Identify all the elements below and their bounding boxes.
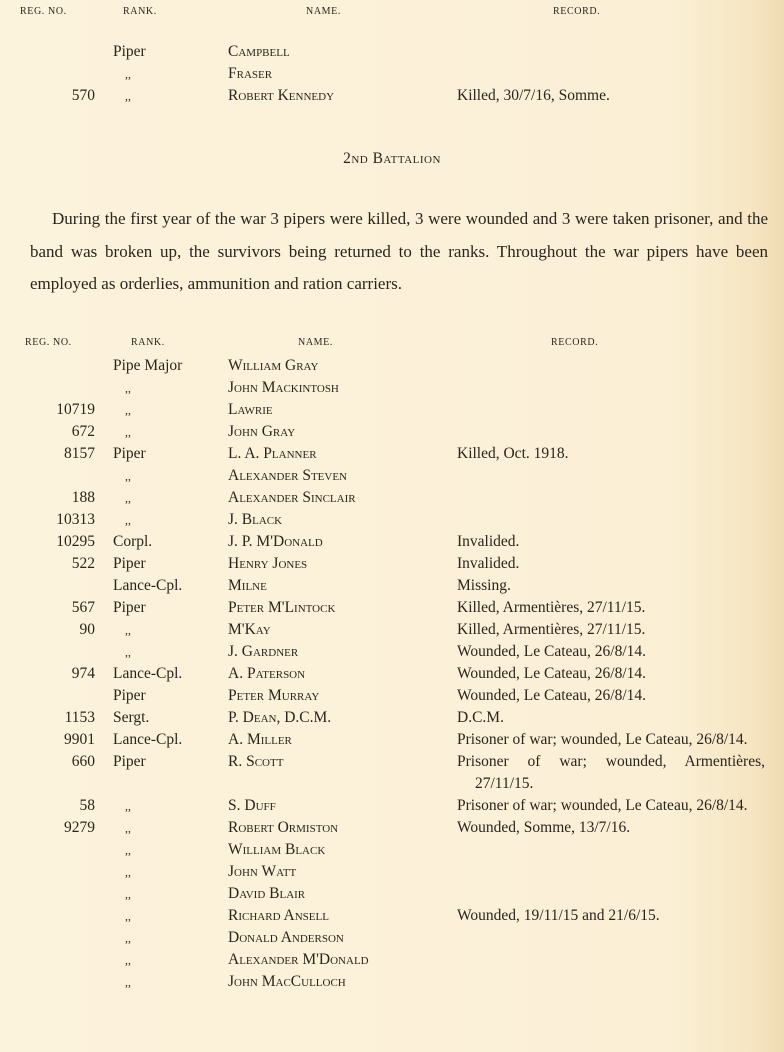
ditto-mark: ,, [125,645,131,659]
table-row [0,663,784,685]
table-row [0,487,784,509]
record-cell: Prisoner of war; wounded, Armentières, 27/11/15. [457,753,765,792]
reg-no-cell: 660 [71,753,95,770]
rank-cell [95,949,210,971]
table-row [0,685,784,707]
ditto-mark: ,, [125,469,131,483]
name-cell: David Blair [228,885,306,902]
ditto-mark: ,, [125,425,131,439]
reg-no-cell: 8157 [64,445,95,462]
rank-cell [95,927,210,949]
rank-cell: Lance-Cpl. [113,731,183,748]
record-cell: Wounded, Somme, 13/7/16. [457,819,631,836]
record-cell: Invalided. [457,533,520,550]
name-cell: L. A. Planner [228,445,317,462]
ditto-mark: ,, [125,887,131,901]
name-cell: Alexander Steven [228,467,348,484]
ditto-mark: ,, [125,909,131,923]
roll-table-1 [0,0,784,107]
table-header [0,0,784,22]
rank-cell: Piper [113,555,146,572]
reg-no-cell: 188 [71,489,95,506]
section-paragraph: During the first year of the war 3 pipers were killed, 3 were wounded and 3 were taken prisoner, and the band was broken up, the survivors being returned to the ranks. Throughout the war pipers have been employed as orderlies, ammunition and ration carriers. [30,209,768,294]
record-cell: Wounded, Le Cateau, 26/8/14. [457,665,647,682]
name-cell: Alexander M'Donald [228,951,369,968]
name-cell: William Gray [228,357,319,374]
name-cell: William Black [228,841,326,858]
rank-cell: Piper [113,687,146,704]
rank-cell [95,421,210,443]
record-cell: D.C.M. [457,709,504,726]
reg-no-cell: 672 [71,423,95,440]
reg-no-cell: 10295 [56,533,95,550]
table-row [0,465,784,487]
record-cell [457,927,765,949]
reg-no-cell [0,41,95,63]
name-cell: A. Miller [228,731,292,748]
name-cell: Milne [228,577,267,594]
reg-no-cell [0,465,95,487]
reg-no-cell [0,355,95,377]
reg-no-cell: 522 [71,555,95,572]
name-cell: Peter M'Lintock [228,599,336,616]
record-cell: Missing. [457,577,511,594]
rank-cell: Piper [113,43,146,60]
record-cell [457,421,765,443]
record-cell [457,63,765,85]
table-row [0,729,784,751]
table-row [0,355,784,377]
rank-cell [95,465,210,487]
table-row [0,85,784,107]
reg-no-cell [0,905,95,927]
reg-no-cell: 567 [71,599,95,616]
rank-cell [95,861,210,883]
header-reg-no: REG. NO. [20,6,67,17]
ditto-mark: ,, [125,799,131,813]
rank-cell: Lance-Cpl. [113,577,183,594]
table-row [0,751,784,795]
name-cell: Henry Jones [228,555,308,572]
record-cell: Prisoner of war; wounded, Le Cateau, 26/8/14. [457,797,748,814]
ditto-mark: ,, [125,381,131,395]
ditto-mark: ,, [125,89,131,103]
header-record: RECORD. [553,6,601,17]
rank-cell: Pipe Major [113,357,183,374]
table-row [0,707,784,729]
table-row [0,509,784,531]
rank-cell: Sergt. [113,709,150,726]
name-cell: P. Dean, D.C.M. [228,709,332,726]
rank-cell [95,971,210,993]
reg-no-cell [0,575,95,597]
record-cell: Killed, Armentières, 27/11/15. [457,621,646,638]
table-row [0,421,784,443]
table-row [0,553,784,575]
record-cell [457,839,765,861]
name-cell: John Watt [228,863,297,880]
ditto-mark: ,, [125,623,131,637]
table-row [0,817,784,839]
rank-cell [95,839,210,861]
rank-cell: Corpl. [113,533,153,550]
record-cell: Wounded, Le Cateau, 26/8/14. [457,687,647,704]
header-name: NAME. [306,6,341,17]
table-row [0,597,784,619]
reg-no-cell [0,839,95,861]
header-record: RECORD. [551,337,599,348]
name-cell: Campbell [228,43,290,60]
record-cell: Wounded, Le Cateau, 26/8/14. [457,643,647,660]
rank-cell: Piper [113,445,146,462]
ditto-mark: ,, [125,403,131,417]
name-cell: S. Duff [228,797,276,814]
reg-no-cell [0,949,95,971]
name-cell: R. Scott [228,753,284,770]
header-reg-no: REG. NO. [25,337,72,348]
table-row [0,927,784,949]
record-cell [457,377,765,399]
table-row [0,63,784,85]
reg-no-cell [0,641,95,663]
header-name: NAME. [298,337,333,348]
table-row [0,575,784,597]
name-cell: Robert Kennedy [228,87,335,104]
name-cell: John Gray [228,423,296,440]
reg-no-cell [0,883,95,905]
name-cell: Alexander Sinclair [228,489,356,506]
record-cell [457,41,765,63]
rank-cell [95,795,210,817]
rank-cell [95,817,210,839]
record-cell [457,399,765,421]
name-cell: John MacCulloch [228,973,346,990]
rank-cell: Lance-Cpl. [113,665,183,682]
reg-no-cell: 90 [79,621,95,638]
table-row [0,883,784,905]
table-header [0,331,784,353]
record-cell [457,355,765,377]
name-cell: J. Black [228,511,283,528]
table-row [0,41,784,63]
roll-table-2 [0,331,784,993]
ditto-mark: ,, [125,953,131,967]
record-cell: Wounded, 19/11/15 and 21/6/15. [457,907,660,924]
reg-no-cell: 10313 [56,511,95,528]
table-row [0,839,784,861]
table-row [0,443,784,465]
table-row [0,971,784,993]
reg-no-cell: 9901 [64,731,95,748]
record-cell [457,465,765,487]
ditto-mark: ,, [125,865,131,879]
record-cell [457,861,765,883]
reg-no-cell [0,861,95,883]
table-row [0,949,784,971]
name-cell: Donald Anderson [228,929,344,946]
record-cell [457,509,765,531]
rank-cell [95,883,210,905]
header-rank: RANK. [131,337,165,348]
record-cell [457,883,765,905]
name-cell: A. Paterson [228,665,306,682]
rank-cell [95,509,210,531]
rank-cell [95,377,210,399]
ditto-mark: ,, [125,513,131,527]
rank-cell: Piper [113,753,146,770]
record-cell: Killed, Armentières, 27/11/15. [457,599,646,616]
rank-cell [95,399,210,421]
reg-no-cell [0,377,95,399]
record-cell: Invalided. [457,555,520,572]
reg-no-cell [0,63,95,85]
rank-cell [95,487,210,509]
rank-cell [95,641,210,663]
name-cell: J. P. M'Donald [228,533,323,550]
name-cell: John Mackintosh [228,379,339,396]
name-cell: J. Gardner [228,643,299,660]
table-row [0,795,784,817]
record-cell: Killed, Oct. 1918. [457,445,569,462]
name-cell: Richard Ansell [228,907,329,924]
record-cell [457,487,765,509]
ditto-mark: ,, [125,843,131,857]
reg-no-cell: 10719 [56,401,95,418]
reg-no-cell: 9279 [64,819,95,836]
reg-no-cell: 58 [79,797,95,814]
name-cell: Lawrie [228,401,273,418]
reg-no-cell: 1153 [64,709,95,726]
reg-no-cell: 570 [71,87,95,104]
record-cell: Killed, 30/7/16, Somme. [457,87,610,104]
rank-cell [95,63,210,85]
name-cell: Robert Ormiston [228,819,339,836]
rank-cell [95,85,210,107]
ditto-mark: ,, [125,931,131,945]
table-row [0,641,784,663]
table-row [0,531,784,553]
table-row [0,399,784,421]
reg-no-cell [0,927,95,949]
ditto-mark: ,, [125,491,131,505]
name-cell: Peter Murray [228,687,320,704]
record-cell [457,971,765,993]
reg-no-cell: 974 [71,665,95,682]
rank-cell [95,619,210,641]
record-cell: Prisoner of war; wounded, Le Cateau, 26/8/14. [457,731,748,748]
name-cell: M'Kay [228,621,271,638]
table-row [0,861,784,883]
table-row [0,619,784,641]
section-heading: 2nd Battalion [343,150,441,167]
reg-no-cell [0,971,95,993]
header-rank: RANK. [123,6,157,17]
name-cell: Fraser [228,65,273,82]
rank-cell [95,905,210,927]
rank-cell: Piper [113,599,146,616]
reg-no-cell [0,685,95,707]
table-row [0,905,784,927]
ditto-mark: ,, [125,975,131,989]
record-cell [457,949,765,971]
ditto-mark: ,, [125,67,131,81]
table-row [0,377,784,399]
ditto-mark: ,, [125,821,131,835]
